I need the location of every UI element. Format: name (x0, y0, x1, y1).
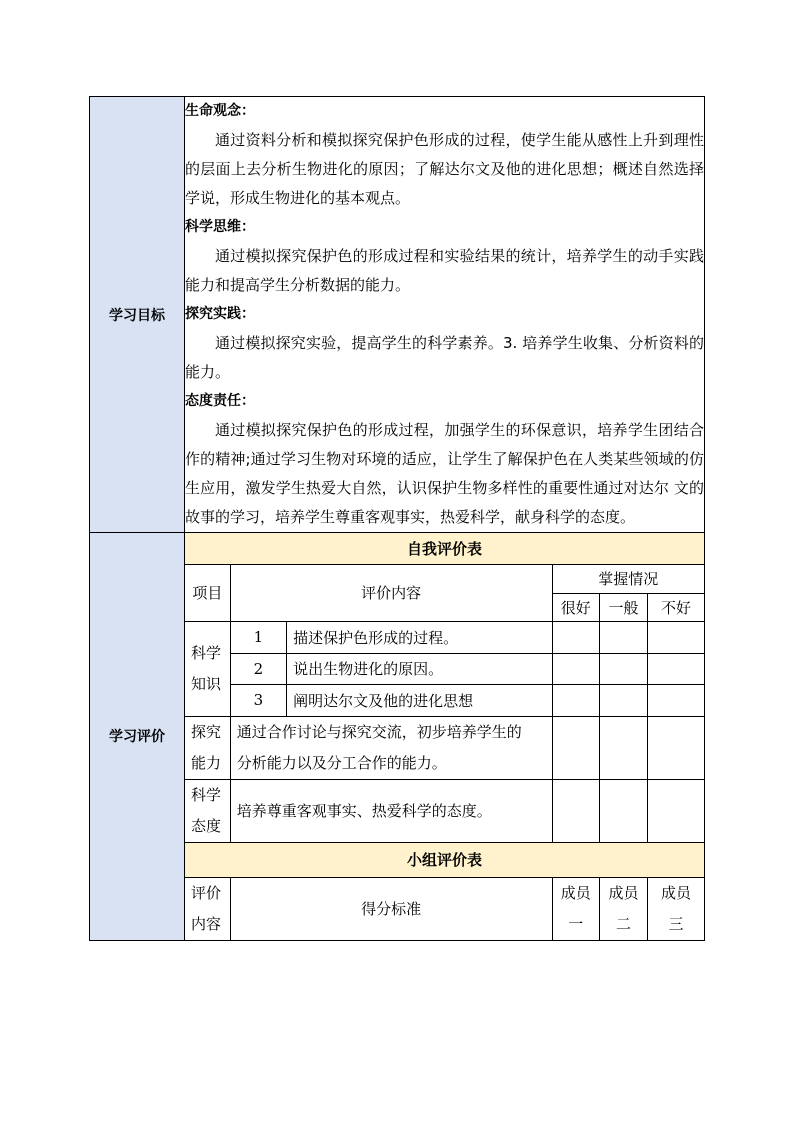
rating-cell[interactable] (552, 779, 599, 842)
section-text: 通过模拟探究保护色的形成过程，加强学生的环保意识，培养学生团结合作的精神;通过学习生物对环境的适应，让学生了解保护色在人类某些领域的仿生应用，激发学生热爱大自然，认识保护生物多样性的重要性通过对达尔 文的故事的学习，培养学生尊重客观事实，热爱科学，献身科学的态度。 (185, 421, 704, 526)
attitude-label-line: 科学 (191, 785, 222, 804)
member-header (599, 877, 647, 940)
section-title: 探究实践： (185, 306, 255, 322)
rating-cell[interactable] (648, 653, 704, 684)
row-number: 2 (230, 653, 286, 684)
col-content-header: 评价内容 (230, 564, 552, 621)
group-eval-title: 小组评价表 (185, 842, 704, 877)
self-eval-title: 自我评价表 (185, 533, 704, 564)
row-text: 描述保护色形成的过程。 (287, 621, 553, 653)
evaluation-row (90, 533, 705, 941)
rating-cell[interactable] (552, 684, 599, 716)
rating-cell[interactable] (648, 621, 704, 653)
knowledge-label-line: 知识 (191, 674, 222, 693)
member-header-line: 成员 (608, 883, 639, 902)
goals-row (90, 97, 705, 533)
ability-text-line: 分析能力以及分工合作的能力。 (236, 753, 447, 772)
attitude-label-line: 态度 (191, 816, 222, 835)
row-number: 1 (230, 621, 286, 653)
rating-cell[interactable] (552, 653, 599, 684)
rating-cell[interactable] (648, 684, 704, 716)
lesson-table (89, 96, 705, 941)
group-col-item (185, 877, 230, 940)
section-text: 通过模拟探究保护色的形成过程和实验结果的统计，培养学生的动手实践能力和提高学生分析数据的能力。 (185, 247, 704, 294)
ability-text-line: 通过合作讨论与探究交流，初步培养学生的 (236, 722, 522, 741)
member-header-line: 成员 (661, 883, 692, 902)
attitude-text: 培养尊重客观事实、热爱科学的态度。 (230, 779, 552, 842)
lesson-plan-page (89, 96, 704, 941)
rating-cell[interactable] (599, 653, 647, 684)
section-text: 通过资料分析和模拟探究保护色形成的过程，使学生能从感性上升到理性的层面上去分析生物进化的原因；了解达尔文及他的进化思想；概述自然选择学说，形成生物进化的基本观点。 (185, 131, 704, 207)
member-header (552, 877, 599, 940)
ability-label-line: 能力 (191, 753, 222, 772)
evaluation-content (185, 533, 705, 941)
section-title: 态度责任： (185, 393, 255, 409)
member-header-line: 三 (668, 914, 684, 933)
rating-cell[interactable] (599, 779, 647, 842)
section-text: 通过模拟探究实验，提高学生的科学素养。3. 培养学生收集、分析资料的能力。 (185, 334, 704, 381)
rating-cell[interactable] (648, 779, 704, 842)
col-mastery-header: 掌握情况 (552, 564, 704, 593)
rating-cell[interactable] (599, 621, 647, 653)
ability-text (230, 716, 552, 779)
knowledge-label (185, 621, 230, 716)
group-col-item-line: 内容 (191, 914, 222, 933)
row-text: 说出生物进化的原因。 (287, 653, 553, 684)
attitude-label (185, 779, 230, 842)
rating-cell[interactable] (599, 716, 647, 779)
section-title: 生命观念： (185, 103, 255, 119)
knowledge-label-line: 科学 (191, 643, 222, 662)
member-header-line: 一 (568, 914, 584, 933)
ability-label-line: 探究 (191, 722, 222, 741)
rating-cell[interactable] (599, 684, 647, 716)
goals-label: 学习目标 (90, 97, 185, 533)
section-title: 科学思维： (185, 219, 255, 235)
level-average: 一般 (599, 593, 647, 621)
row-number: 3 (230, 684, 286, 716)
rating-cell[interactable] (552, 621, 599, 653)
level-poor: 不好 (648, 593, 704, 621)
group-col-item-line: 评价 (191, 883, 222, 902)
member-header-line: 二 (615, 914, 631, 933)
evaluation-label: 学习评价 (90, 533, 185, 941)
level-very-good: 很好 (552, 593, 599, 621)
member-header-line: 成员 (560, 883, 591, 902)
member-header (648, 877, 704, 940)
group-col-standard: 得分标准 (230, 877, 552, 940)
rating-cell[interactable] (552, 716, 599, 779)
goals-content (185, 97, 705, 533)
ability-label (185, 716, 230, 779)
evaluation-table (185, 533, 704, 940)
col-item-header: 项目 (185, 564, 230, 621)
row-text: 阐明达尔文及他的进化思想 (287, 684, 553, 716)
rating-cell[interactable] (648, 716, 704, 779)
